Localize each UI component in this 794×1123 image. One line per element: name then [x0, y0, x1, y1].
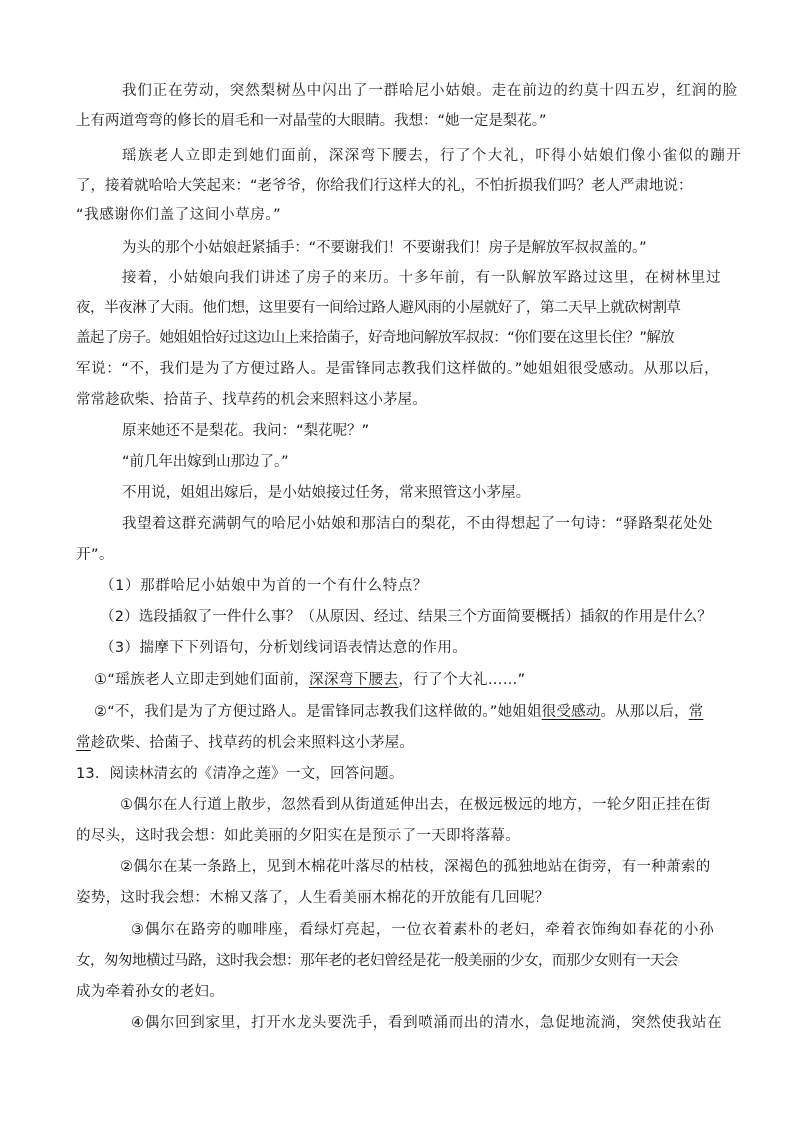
essay-line: ①偶尔在人行道上散步，忽然看到从街道延伸出去，在极远极远的地方，一轮夕阳正挂在街	[120, 797, 711, 813]
passage-line: 原来她还不是梨花。我问：“梨花呢？”	[122, 423, 370, 439]
underlined-phrase: 常	[76, 735, 91, 751]
question-13-title: 13．阅读林清玄的《清净之莲》一文，回答问题。	[76, 766, 404, 782]
passage-line: 了，接着就哈哈大笑起来：“老爷爷，你给我们行这样大的礼，不怕折损我们吗？老人严肃地说：	[76, 178, 693, 194]
essay-line: ②偶尔在某一条路上，见到木棉花叶落尽的枯枝，深褐色的孤独地站在街旁，有一种萧索的	[120, 859, 711, 875]
underlined-phrase: 很受感动	[541, 704, 601, 720]
passage-line: 接着，小姑娘向我们讲述了房子的来历。十多年前，有一队解放军路过这里，在树林里过	[122, 270, 722, 286]
quote-item-2-cont: 常趁砍柴、拾菌子、找草药的机会来照料这小茅屋。	[76, 735, 415, 751]
question-3: （3）揣摩下下列语句，分析划线词语表情达意的作用。	[100, 640, 468, 656]
passage-line: 常常趁砍柴、拾苗子、找草药的机会来照料这小茅屋。	[76, 392, 427, 408]
passage-line: 为头的那个小姑娘赶紧插手：“不要谢我们！不要谢我们！房子是解放军叔叔盖的。”	[122, 240, 647, 256]
essay-line: 姿势，这时我会想：木棉又落了，人生看美丽木棉花的开放能有几回呢？	[76, 890, 550, 906]
essay-line: 成为牵着孙女的老妇。	[76, 984, 224, 1000]
passage-line: 我们正在劳动，突然梨树丛中闪出了一群哈尼小姑娘。走在前边的约莫十四五岁，红润的脸	[122, 83, 738, 99]
passage-line: 不用说，姐姐出嫁后，是小姑娘接过任务，常来照管这小茅屋。	[122, 485, 531, 501]
question-2: （2）选段插叙了一件什么事？（从原因、经过、结果三个方面简要概括）插叙的作用是什么？	[100, 609, 713, 625]
essay-line: 女，匆匆地横过马路，这时我会想：那年老的老妇曾经是花一般美丽的少女，而那少女则有一天会	[76, 953, 678, 969]
passage-line: 上有两道弯弯的修长的眉毛和一对晶莹的大眼睛。我想：“她一定是梨花。”	[76, 113, 547, 129]
essay-line: 的尽头，这时我会想：如此美丽的夕阳实在是预示了一天即将落幕。	[76, 828, 520, 844]
passage-line: 夜，半夜淋了大雨。他们想，这里要有一间给过路人避风雨的小屋就好了，第二天早上就砍树割草	[76, 300, 681, 316]
essay-line: ④偶尔回到家里，打开水龙头要洗手，看到喷涌而出的清水，急促地流淌，突然使我站在	[131, 1015, 723, 1031]
passage-line: 军说：“不，我们是为了方便过路人。是雷锋同志教我们这样做的。”她姐姐很受感动。从那以后，	[76, 361, 720, 377]
quote-item-2: ②“不，我们是为了方便过路人。是雷锋同志教我们这样做的。”她姐姐很受感动。从那以后，常	[94, 704, 704, 720]
passage-line: “前几年出嫁到山那边了。”	[122, 454, 289, 470]
passage-line: 盖起了房子。她姐姐恰好过这边山上来拾菌子，好奇地问解放军叔叔：“你们要在这里长住？”解放	[76, 330, 675, 346]
passage-line: 开”。	[76, 547, 115, 563]
quote-item-1: ①“瑶族老人立即走到她们面前，深深弯下腰去，行了个大礼……”	[94, 672, 526, 688]
question-1: （1）那群哈尼小姑娘中为首的一个有什么特点？	[100, 578, 429, 594]
passage-line: 我望着这群充满朝气的哈尼小姑娘和那洁白的梨花，不由得想起了一句诗：“驿路梨花处处	[122, 516, 714, 532]
underlined-phrase: 深深弯下腰去	[309, 672, 399, 688]
passage-line: 瑶族老人立即走到她们面前，深深弯下腰去，行了个大礼，吓得小姑娘们像小雀似的蹦开	[122, 148, 743, 164]
underlined-phrase: 常	[688, 704, 704, 720]
essay-line: ③偶尔在路旁的咖啡座，看绿灯亮起，一位衣着素朴的老妇，牵着衣饰绚如春花的小孙	[131, 922, 715, 938]
passage-line: “我感谢你们盖了这间小草房。”	[76, 207, 282, 223]
